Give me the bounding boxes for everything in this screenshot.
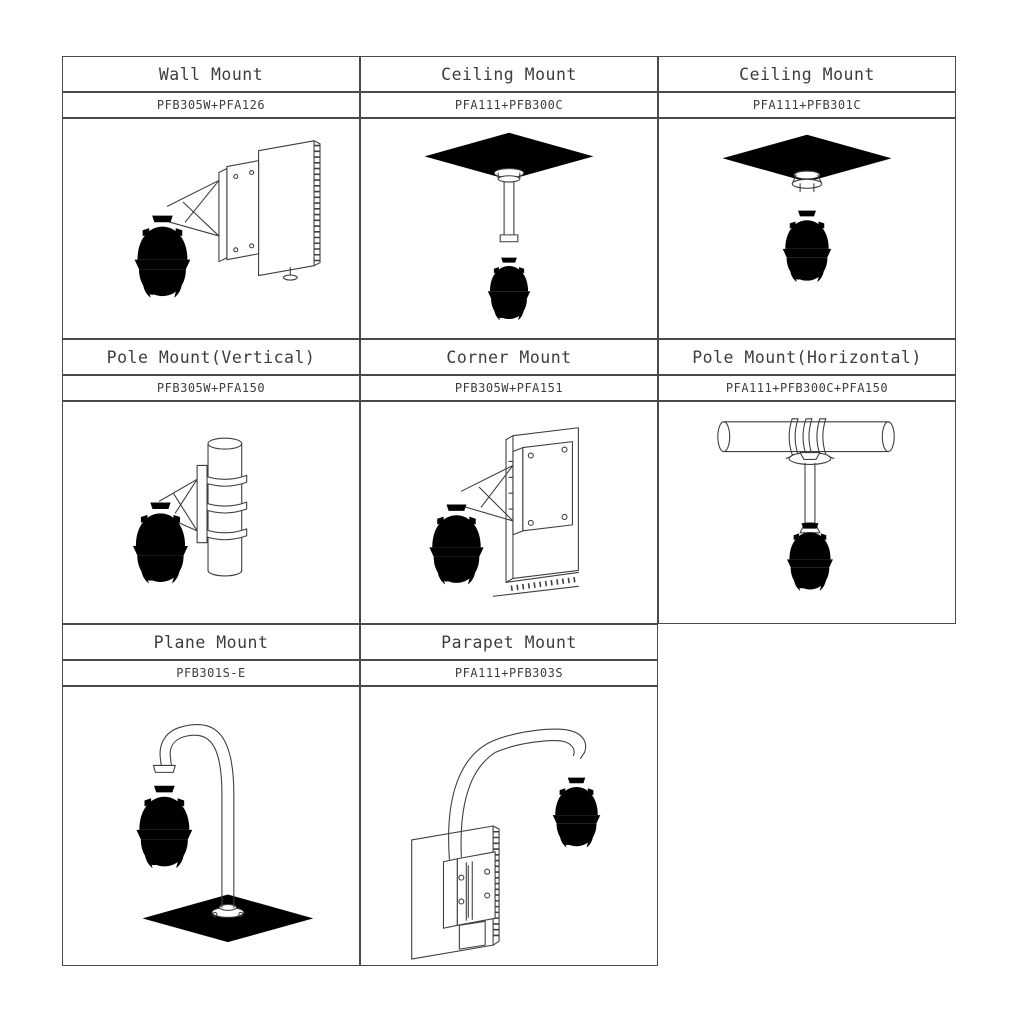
mount-part-number: PFB305W+PFA150	[62, 375, 360, 401]
pole-vertical-drawing	[63, 402, 359, 623]
ceiling-mount-pendant-diagram	[360, 118, 658, 339]
mount-cell-pole-vertical	[62, 339, 360, 624]
mount-cell-ceiling-pendant	[360, 56, 658, 339]
ptz-camera	[553, 766, 601, 847]
parapet-mount-diagram	[360, 686, 658, 966]
base-plate	[142, 895, 313, 943]
ceiling-mount-direct-diagram	[658, 118, 956, 339]
mount-cell-pole-horizontal	[658, 339, 956, 624]
ptz-camera	[429, 492, 483, 585]
mount-title: Pole Mount(Vertical)	[62, 339, 360, 375]
mount-title: Wall Mount	[62, 56, 360, 92]
corner-drawing	[361, 402, 657, 623]
mount-title: Parapet Mount	[360, 624, 658, 660]
grid-row-2	[62, 339, 956, 624]
mount-part-number: PFA111+PFB303S	[360, 660, 658, 686]
ptz-camera	[783, 199, 832, 282]
mount-title: Ceiling Mount	[658, 56, 956, 92]
grid-row-1	[62, 56, 956, 339]
mount-title: Plane Mount	[62, 624, 360, 660]
wall-mount-drawing	[63, 119, 359, 338]
grid-row-3	[62, 624, 956, 966]
mount-title: Ceiling Mount	[360, 56, 658, 92]
mount-part-number: PFA111+PFB300C+PFA150	[658, 375, 956, 401]
mount-grid	[62, 56, 956, 966]
ptz-camera	[787, 512, 833, 591]
ptz-camera	[135, 202, 191, 297]
plane-mount-diagram	[62, 686, 360, 966]
mount-cell-parapet	[360, 624, 658, 966]
mount-part-number: PFB305W+PFA151	[360, 375, 658, 401]
parapet-drawing	[361, 687, 657, 965]
mount-cell-ceiling-direct	[658, 56, 956, 339]
mount-part-number: PFB305W+PFA126	[62, 92, 360, 118]
pole-horizontal-drawing	[659, 402, 955, 623]
ptz-camera	[136, 773, 192, 869]
ceiling-direct-drawing	[659, 119, 955, 338]
wall-mount-diagram	[62, 118, 360, 339]
mount-cell-plane	[62, 624, 360, 966]
pole-mount-horizontal-diagram	[658, 401, 956, 624]
ptz-camera	[488, 248, 531, 321]
mount-part-number: PFA111+PFB301C	[658, 92, 956, 118]
plane-drawing	[63, 687, 359, 965]
pole-mount-vertical-diagram	[62, 401, 360, 624]
corner-mount-diagram	[360, 401, 658, 624]
mount-title: Corner Mount	[360, 339, 658, 375]
mount-cell-wall	[62, 56, 360, 339]
mount-title: Pole Mount(Horizontal)	[658, 339, 956, 375]
mount-part-number: PFB301S-E	[62, 660, 360, 686]
mount-part-number: PFA111+PFB300C	[360, 92, 658, 118]
ceiling-pendant-drawing	[361, 119, 657, 338]
mount-cell-corner	[360, 339, 658, 624]
